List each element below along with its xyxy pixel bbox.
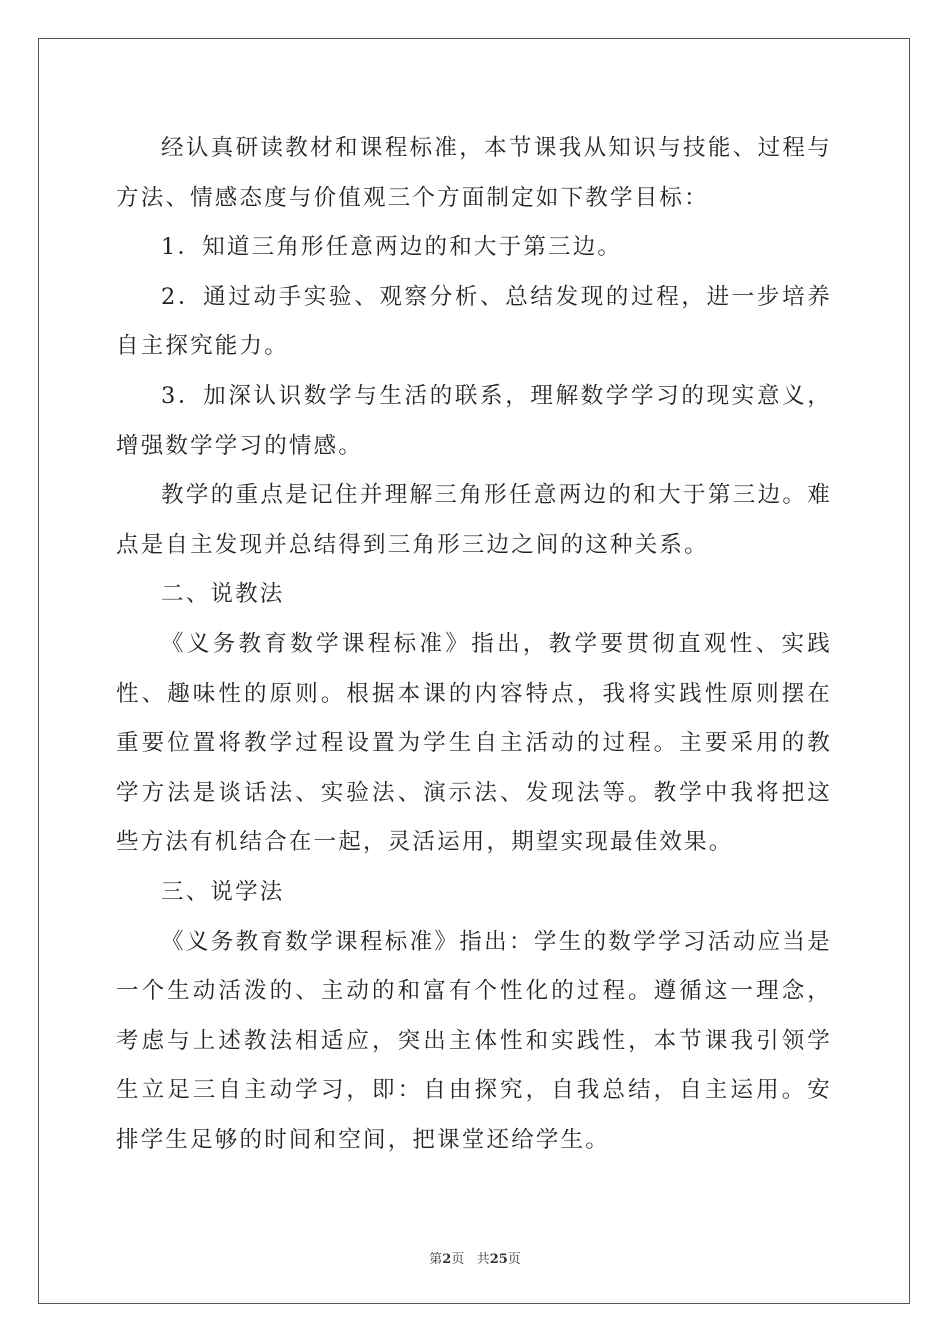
paragraph-key-points: 教学的重点是记住并理解三角形任意两边的和大于第三边。难点是自主发现并总结得到三角形三边之间的这种关系。: [116, 482, 832, 558]
page-suffix: 页: [451, 1252, 465, 1267]
paragraph-objective-3: 3．加深认识数学与生活的联系，理解数学学习的现实意义，增强数学学习的情感。: [116, 382, 832, 459]
current-page-number: 2: [442, 1252, 452, 1267]
paragraph-teaching-method: 《义务教育数学课程标准》指出，教学要贯彻直观性、实践性、趣味性的原则。根据本课的内容特点，我将实践性原则摆在重要位置将教学过程设置为学生自主活动的过程。主要采用的教学方法是谈话法、实验法、演示法、发现法等。教学中我将把这些方法有机结合在一起，灵活运用，期望实现最佳效果。: [116, 630, 832, 856]
paragraph-objective-1: 1．知道三角形任意两边的和大于第三边。: [161, 234, 623, 261]
paragraph-objectives-intro: 经认真研读教材和课程标准，本节课我从知识与技能、过程与方法、情感态度与价值观三个方面制定如下教学目标：: [116, 135, 832, 211]
section-heading-learning-method: 三、说学法: [161, 878, 285, 905]
section-heading-teaching-method: 二、说教法: [161, 581, 285, 608]
total-suffix: 页: [507, 1252, 521, 1267]
page-footer: [0, 1248, 950, 1267]
paragraph-objective-2: 2．通过动手实验、观察分析、总结发现的过程，进一步培养自主探究能力。: [116, 283, 832, 360]
page-prefix: 第: [429, 1252, 443, 1267]
total-prefix: 共: [476, 1252, 490, 1267]
total-page-count: 25: [489, 1252, 508, 1267]
document-body: [116, 124, 832, 1165]
paragraph-learning-method: 《义务教育数学课程标准》指出：学生的数学学习活动应当是一个生动活泼的、主动的和富有个性化的过程。遵循这一理念，考虑与上述教法相适应，突出主体性和实践性，本节课我引领学生立足三自主动学习，即：自由探究，自我总结，自主运用。安排学生足够的时间和空间，把课堂还给学生。: [116, 928, 832, 1153]
